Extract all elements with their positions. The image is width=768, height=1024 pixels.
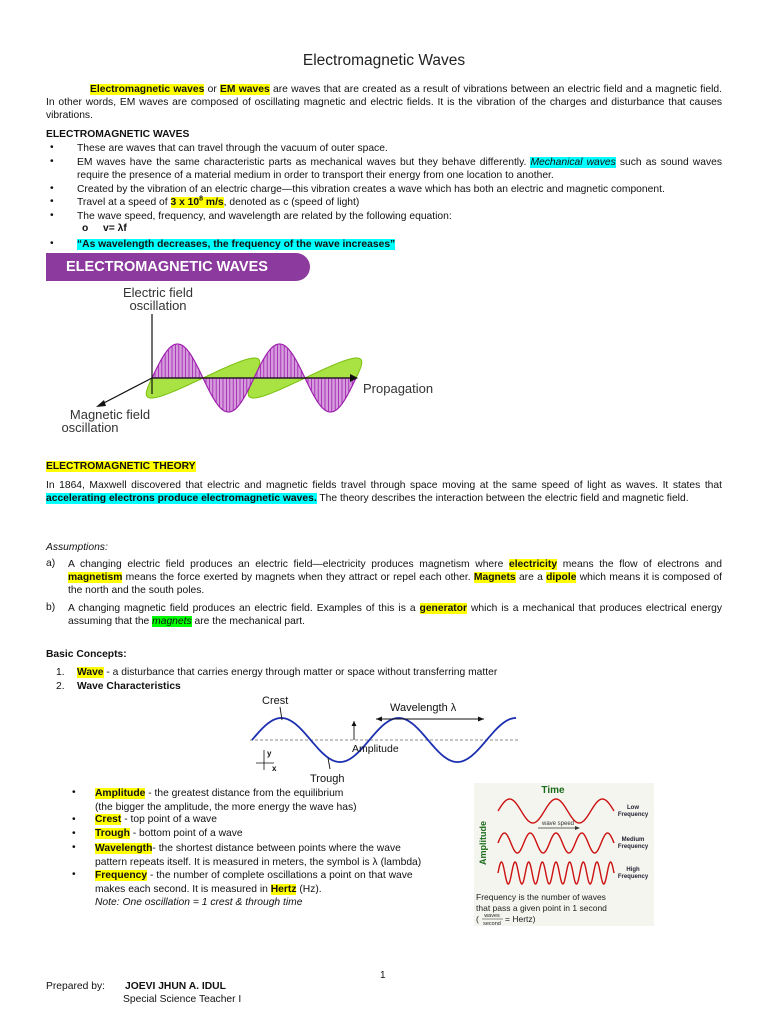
wavelength-arrowhead-right xyxy=(478,717,484,722)
char-wavelength xyxy=(95,842,421,869)
amplitude-definition: - the greatest distance from the equilibrium xyxy=(145,788,344,799)
teacher-name: JOEVI JHUN A. IDUL xyxy=(125,981,226,992)
assumption-b xyxy=(68,602,722,628)
medium-frequency-label-2: Frequency xyxy=(617,844,649,850)
intro-term-em-abbrev: EM waves xyxy=(220,84,270,95)
page-title: Electromagnetic Waves xyxy=(302,52,466,69)
intro-paragraph xyxy=(46,83,722,123)
assumption-b-1: A changing magnetic field produces an electric field. Examples of this is a xyxy=(68,603,420,614)
low-frequency-label: Low xyxy=(627,805,639,811)
propagation-label: Propagation xyxy=(363,381,434,396)
x-axis-label: x xyxy=(272,764,277,773)
wave-characteristics: Wave Characteristics xyxy=(77,681,181,692)
high-frequency-label: High xyxy=(626,867,640,873)
intro-rest: are waves that are created as a result of vibrations between an electric field and a magnetic field. In other words, EM waves are composed of oscillating magnetic and electric fields. It is the vibration of the charges and disturbance that causes vibrations. xyxy=(46,84,722,122)
speed-base: 3 x 10 xyxy=(170,197,200,208)
bullet-marker: • xyxy=(50,156,54,167)
theory-a: In 1864, Maxwell discovered that electric and magnetic fields travel through space moving at the same speed of light as waves. It states that xyxy=(46,480,722,491)
assumption-b-3: are the mechanical part. xyxy=(191,616,305,628)
bullet-wavelength-frequency xyxy=(77,238,395,251)
magnetic-axis xyxy=(98,378,152,406)
magnetic-field-label-2: oscillation xyxy=(61,420,119,435)
speed-unit: m/s xyxy=(203,197,224,208)
page-number: 1 xyxy=(380,970,386,981)
em-banner-text: ELECTROMAGNETIC WAVES xyxy=(66,259,268,275)
frequency-definition-2b: (Hz). xyxy=(296,883,322,895)
high-frequency-label-2: Frequency xyxy=(617,874,649,880)
bullet-marker: • xyxy=(72,869,76,880)
frequency-caption: Frequency is the number of waves xyxy=(476,892,606,902)
highlight-magnetism: magnetism xyxy=(68,572,123,584)
wave-equation: v= λf xyxy=(103,223,127,234)
wave-definition-text: - a disturbance that carries energy through matter or space without transferring matter xyxy=(103,667,498,678)
assumptions-label: Assumptions: xyxy=(46,542,108,553)
bullet-marker: • xyxy=(72,828,76,839)
transverse-wave-diagram xyxy=(248,692,520,788)
theory-heading xyxy=(46,461,196,472)
wavelength-label: Wavelength λ xyxy=(390,702,457,714)
time-label: Time xyxy=(541,785,565,796)
assumption-b-marker: b) xyxy=(46,602,56,613)
em-wave-diagram xyxy=(56,282,456,440)
bullet-mechanical xyxy=(77,156,722,182)
amplitude-axis-label: Amplitude xyxy=(478,821,488,865)
theory-heading-text: ELECTROMAGNETIC THEORY xyxy=(46,461,196,472)
low-frequency-label-2: Frequency xyxy=(617,812,649,818)
caption-fraction-numerator: waves xyxy=(484,913,500,919)
char-trough xyxy=(95,828,243,839)
amplitude-arrowhead xyxy=(352,721,357,726)
em-banner xyxy=(46,253,310,281)
assumption-a xyxy=(68,558,722,598)
magnetic-arrowhead xyxy=(96,400,106,407)
trough-definition: - bottom point of a wave xyxy=(129,828,243,839)
oscillation-note: Note: One oscillation = 1 crest & through time xyxy=(95,897,303,908)
char-crest xyxy=(95,814,217,825)
bullet-speed-b: , denoted as c (speed of light) xyxy=(223,197,360,208)
y-axis-label: y xyxy=(267,749,272,758)
highlight-frequency: Frequency xyxy=(95,870,148,881)
assumption-a-4: are a xyxy=(515,572,547,584)
list-number-2: 2. xyxy=(56,681,65,692)
intro-term-em-waves: Electromagnetic waves xyxy=(90,84,205,95)
assumption-a-marker: a) xyxy=(46,558,56,569)
bullet-equation-intro: The wave speed, frequency, and wavelength are related by the following equation: xyxy=(77,211,452,222)
highlight-mechanical-waves: Mechanical waves xyxy=(530,157,616,168)
bullet-mechanical-a: EM waves have the same characteristic parts as mechanical waves but they behave differently. xyxy=(77,157,531,168)
wavelength-definition: - the shortest distance between points where the wave xyxy=(152,843,401,854)
electric-field-label: Electric field xyxy=(122,285,194,300)
bullet-speed-a: Travel at a speed of xyxy=(77,197,171,208)
char-amplitude xyxy=(95,787,357,814)
electric-field-label-2: oscillation xyxy=(129,298,187,313)
bullet-marker: • xyxy=(50,183,54,194)
assumption-a-1: A changing electric field produces an electric field—electricity produces magnetism where xyxy=(68,559,509,570)
amplitude-note: (the bigger the amplitude, the more energy the wave has) xyxy=(95,801,357,813)
crest-definition: - top point of a wave xyxy=(121,814,217,825)
assumption-a-5: which means it is composed of the north and the south poles. xyxy=(68,572,722,597)
bullet-marker: • xyxy=(72,842,76,853)
frequency-caption-3: = Hertz) xyxy=(505,914,536,924)
highlight-accelerating-electrons: accelerating electrons produce electromagnetic waves. xyxy=(46,493,317,505)
frequency-definition: - the number of complete oscillations a point on that wave xyxy=(147,870,413,881)
bullet-marker: • xyxy=(72,787,76,798)
bullet-marker: • xyxy=(50,142,54,153)
bullet-vibration: Created by the vibration of an electric charge—this vibration creates a wave which has both an electric and magnetic component. xyxy=(77,184,665,195)
bullet-marker: • xyxy=(50,196,54,207)
highlight-crest: Crest xyxy=(95,814,122,825)
prepared-by-label: Prepared by: xyxy=(46,981,105,992)
wavelength-definition-2: pattern repeats itself. It is measured in meters, the symbol is λ (lambda) xyxy=(95,856,422,868)
bullet-speed xyxy=(77,196,722,209)
highlight-trough: Trough xyxy=(95,828,130,839)
highlight-electricity: electricity xyxy=(508,559,558,570)
crest-label: Crest xyxy=(262,695,289,707)
em-heading: ELECTROMAGNETIC WAVES xyxy=(46,129,190,140)
theory-paragraph xyxy=(46,479,722,505)
highlight-wavelength: Wavelength xyxy=(95,843,153,854)
wave-definition xyxy=(77,667,497,678)
highlight-speed xyxy=(171,197,224,208)
highlight-amplitude: Amplitude xyxy=(95,788,146,799)
highlight-dipole: dipole xyxy=(546,572,577,584)
bullet-marker: • xyxy=(50,238,54,249)
bullet-marker: • xyxy=(50,210,54,221)
theory-b: The theory describes the interaction between the electric field and magnetic field. xyxy=(316,493,689,505)
highlight-magnets: Magnets xyxy=(473,572,516,584)
caption-fraction-denominator: second xyxy=(483,921,501,926)
magnetic-field-label: Magnetic field xyxy=(69,407,151,422)
list-number-1: 1. xyxy=(56,667,65,678)
intro-or: or xyxy=(204,84,221,95)
wave-speed-label: wave speed xyxy=(542,821,575,827)
sub-bullet-marker: o xyxy=(82,223,89,234)
highlight-wave: Wave xyxy=(77,667,104,678)
highlight-generator: generator xyxy=(419,603,468,614)
highlight-wavelength-frequency: “As wavelength decreases, the frequency of the wave increases” xyxy=(77,239,396,250)
basic-concepts-heading: Basic Concepts: xyxy=(46,649,127,660)
teacher-position: Special Science Teacher I xyxy=(123,994,242,1005)
frequency-caption-2: that pass a given point in 1 second xyxy=(476,903,607,913)
highlight-hertz: Hertz xyxy=(270,883,297,895)
bullet-vacuum: These are waves that can travel through the vacuum of outer space. xyxy=(77,143,388,154)
wavelength-arrowhead-left xyxy=(376,717,382,722)
assumption-a-2: means the flow of electrons and xyxy=(557,559,722,570)
bullet-marker: • xyxy=(72,814,76,825)
assumption-a-3: means the force exerted by magnets when they attract or repel each other. xyxy=(122,572,474,584)
medium-frequency-label: Medium xyxy=(621,837,645,843)
speed-exponent: 8 xyxy=(199,195,204,203)
char-frequency xyxy=(95,869,413,910)
highlight-magnets-green: magnets xyxy=(152,616,192,628)
assumption-b-2: which is a mechanical that produces electrical energy assuming that the xyxy=(68,603,722,628)
frequency-figure xyxy=(474,783,654,926)
bullet-mechanical-b: such as sound waves require the presence of a material medium in order to transport their energy from one location to another. xyxy=(77,157,722,182)
amplitude-label: Amplitude xyxy=(352,743,399,755)
caption-paren: ( xyxy=(476,914,479,924)
frequency-definition-2a: makes each second. It is measured in xyxy=(95,883,271,895)
trough-label: Trough xyxy=(310,773,345,785)
